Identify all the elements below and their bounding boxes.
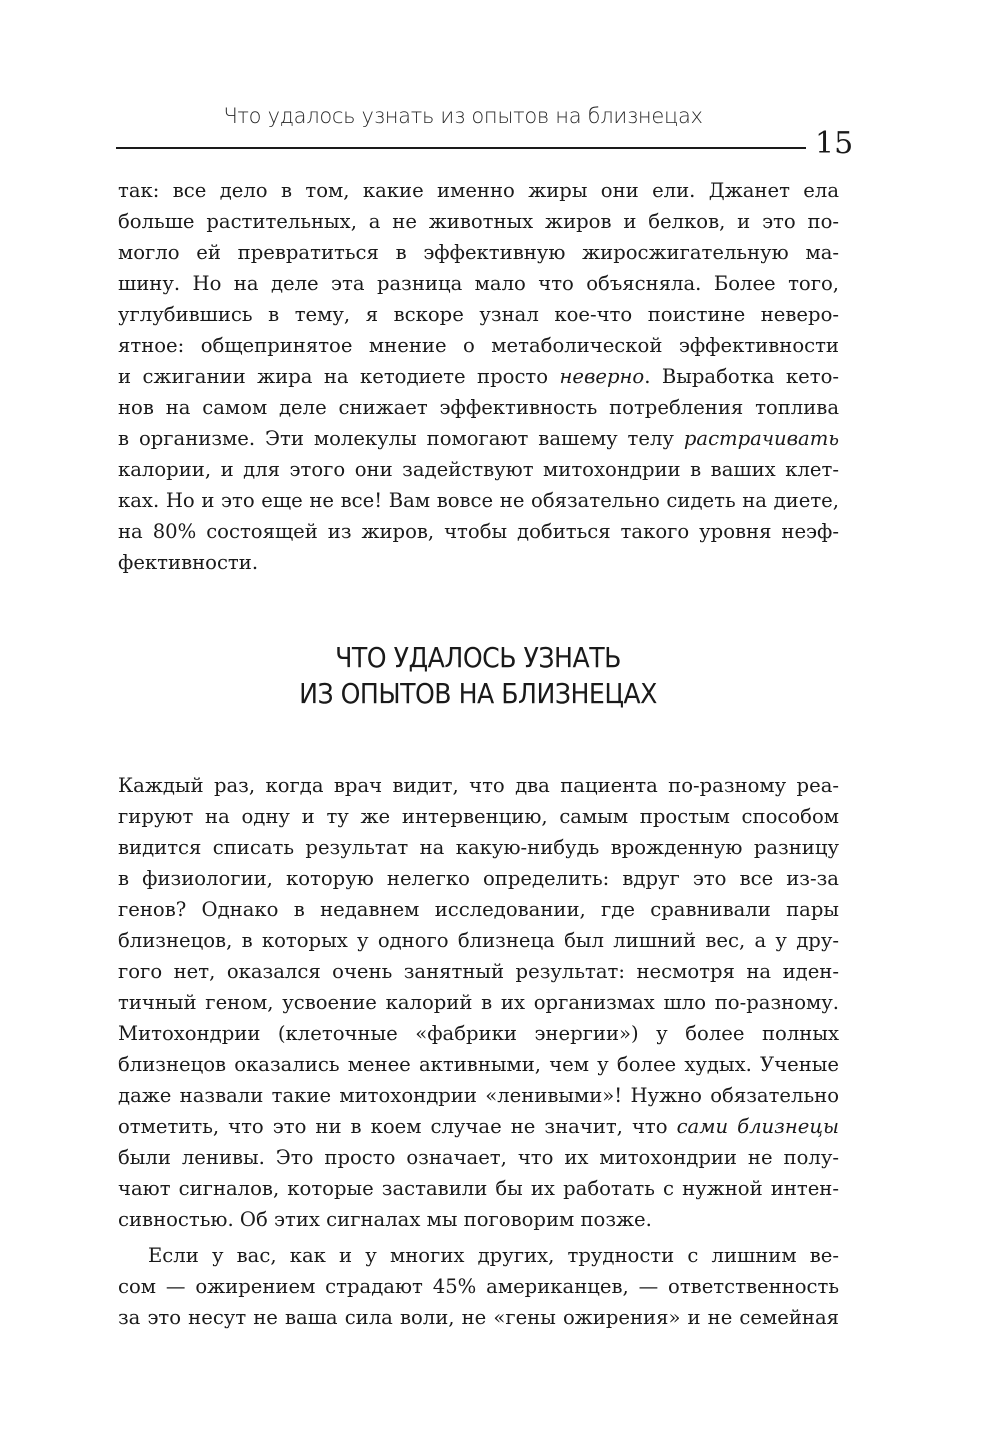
text-line: ках. Но и это еще не все! Вам вовсе не обязательно сидеть на диете, (118, 489, 839, 512)
page-number: 15 (815, 126, 854, 161)
text-line: были ленивы. Это просто означает, что их митохондрии не полу- (118, 1146, 839, 1169)
text-line: Митохондрии (клеточные «фабрики энергии») у более полных (118, 1022, 839, 1045)
paragraph-continued (118, 175, 839, 578)
text-line: генов? Однако в недавнем исследовании, где сравнивали пары (118, 898, 839, 921)
paragraph (118, 770, 839, 1235)
text-line: ятное: общепринятое мнение о метаболической эффективности (118, 334, 839, 357)
text-line: нов на самом деле снижает эффективность потребления топлива (118, 396, 839, 419)
text-line: видится списать результат на какую-нибудь врожденную разницу (118, 836, 839, 859)
paragraph (118, 1240, 839, 1333)
emphasis: неверно (559, 365, 645, 388)
section-heading-line: ИЗ ОПЫТОВ НА БЛИЗНЕЦАХ (299, 677, 657, 710)
section-heading (0, 640, 956, 712)
text-line: фективности. (118, 551, 259, 574)
text-line: калории, и для этого они задействуют митохондрии в ваших клет- (118, 458, 839, 481)
text-line: тичный геном, усвоение калорий в их организмах шло по-разному. (118, 991, 839, 1014)
emphasis: сами близнецы (676, 1115, 839, 1138)
text-line: больше растительных, а не животных жиров и белков, и это по- (118, 210, 839, 233)
text-line: на 80% состоящей из жиров, чтобы добиться такого уровня неэф- (118, 520, 839, 543)
text-line: гируют на одну и ту же интервенцию, самым простым способом (118, 805, 839, 828)
text-line: Если у вас, как и у многих других, трудности с лишним ве- (148, 1244, 839, 1267)
text-line: близнецов оказались менее активными, чем у более худых. Ученые (118, 1053, 839, 1076)
text-line: Каждый раз, когда врач видит, что два пациента по-разному реа- (118, 774, 839, 797)
text-line: сом — ожирением страдают 45% американцев, — ответственность (118, 1275, 839, 1298)
text-line: в организме. Эти молекулы помогают вашему телу растрачивать (118, 427, 839, 450)
text-line: за это несут не ваша сила воли, не «гены ожирения» и не семейная (118, 1306, 839, 1329)
text-line: близнецов, в которых у одного близнеца был лишний вес, а у дру- (118, 929, 839, 952)
text-line: шину. Но на деле эта разница мало что объясняла. Более того, (118, 272, 839, 295)
text-line: так: все дело в том, какие именно жиры они ели. Джанет ела (118, 179, 839, 202)
text-line: и сжигании жира на кетодиете просто неверно. Выработка кето- (118, 365, 839, 388)
text-line: отметить, что это ни в коем случае не значит, что сами близнецы (118, 1115, 839, 1138)
text-line: чают сигналов, которые заставили бы их работать с нужной интен- (118, 1177, 839, 1200)
text-line: могло ей превратиться в эффективную жиросжигательную ма- (118, 241, 839, 264)
text-line: гого нет, оказался очень занятный результат: несмотря на иден- (118, 960, 839, 983)
running-head: Что удалось узнать из опытов на близнецах (223, 104, 703, 128)
text-line: в физиологии, которую нелегко определить: вдруг это все из-за (118, 867, 839, 890)
header-rule (116, 147, 806, 149)
section-heading-line: ЧТО УДАЛОСЬ УЗНАТЬ (335, 641, 621, 674)
text-line: сивностью. Об этих сигналах мы поговорим позже. (118, 1208, 652, 1231)
text-line: даже назвали такие митохондрии «ленивыми»! Нужно обязательно (118, 1084, 839, 1107)
emphasis: растрачивать (683, 427, 839, 450)
text-line: углубившись в тему, я вскоре узнал кое-что поистине неверо- (118, 303, 839, 326)
